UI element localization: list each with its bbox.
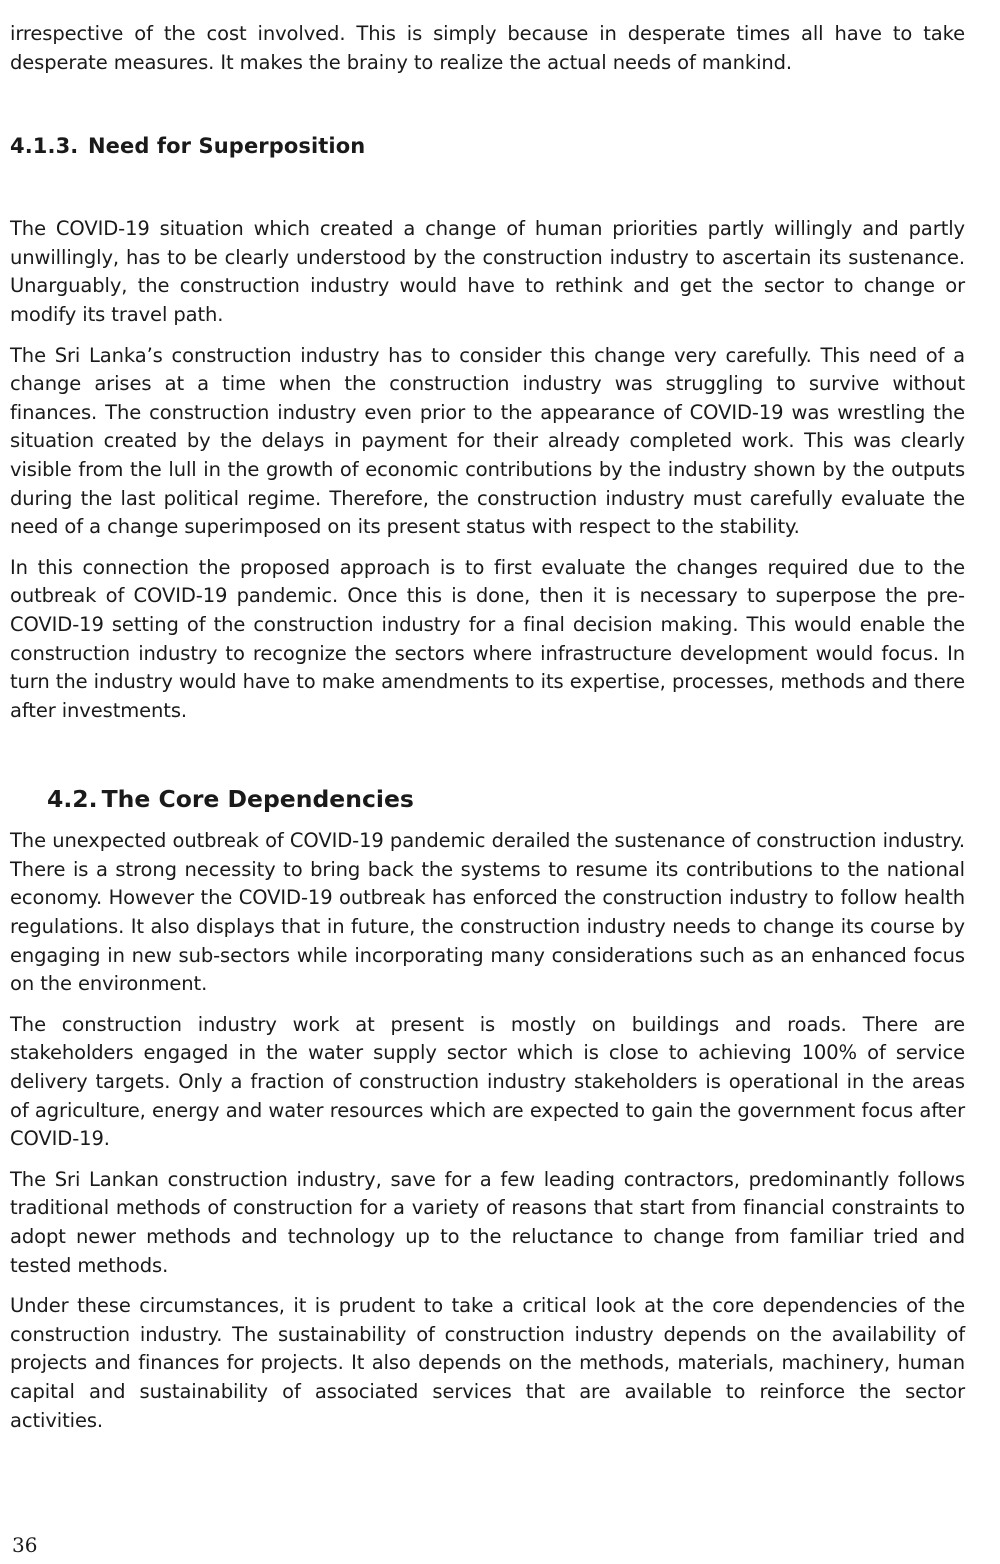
intro-paragraph: irrespective of the cost involved. This is simply because in desperate times all have to take desperate measures. It makes the brainy to realize the actual needs of mankind. <box>10 22 965 74</box>
paragraph: In this connection the proposed approach is to first evaluate the changes required due to the outbreak of COVID-19 pandemic. Once this is done, then it is necessary to superpose the pre-COVID-19 setting of the construction industry for a final decision making. This would enable the construction industry to recognize the sectors where infrastructure development would focus. In turn the industry would have to make amendments to its expertise, processes, methods and there after investments. <box>10 555 965 722</box>
section-4-2-title: The Core Dependencies <box>101 785 414 814</box>
page-number: 36 <box>12 1533 38 1557</box>
section-4-2-heading <box>10 783 965 815</box>
paragraph: The Sri Lankan construction industry, save for a few leading contractors, predominantly follows traditional methods of construction for a variety of reasons that start from financial constraints to adopt newer methods and technology up to the reluctance to change from familiar tried and tested methods. <box>10 1167 965 1277</box>
paragraph: Under these circumstances, it is prudent to take a critical look at the core dependencies of the construction industry. The sustainability of construction industry depends on the availability of projects and finances for projects. It also depends on the methods, materials, machinery, human capital and sustainability of associated services that are available to reinforce the sector activities. <box>10 1294 965 1432</box>
document-page <box>10 20 965 1435</box>
section-4-2-number: 4.2. <box>47 785 98 814</box>
paragraph: The unexpected outbreak of COVID-19 pandemic derailed the sustenance of construction industry. There is a strong necessity to bring back the systems to resume its contributions to the national economy. However the COVID-19 outbreak has enforced the construction industry to follow health regulations. It also displays that in future, the construction industry needs to change its course by engaging in new sub-sectors while incorporating many considerations such as an enhanced focus on the environment. <box>10 829 965 996</box>
section-4-1-3-number: 4.1.3. <box>10 134 79 159</box>
section-4-1-3-title: Need for Superposition <box>88 134 366 159</box>
paragraph: The COVID-19 situation which created a change of human priorities partly willingly and partly unwillingly, has to be clearly understood by the construction industry to ascertain its sustenance. Unarguably, the construction industry would have to rethink and get the sector to change or modify its travel path. <box>10 217 965 326</box>
paragraph: The construction industry work at present is mostly on buildings and roads. There are stakeholders engaged in the water supply sector which is close to achieving 100% of service delivery targets. Only a fraction of construction industry stakeholders is operational in the areas of agriculture, energy and water resources which are expected to gain the government focus after COVID-19. <box>10 1012 965 1151</box>
paragraph: The Sri Lanka’s construction industry has to consider this change very carefully. This need of a change arises at a time when the construction industry was struggling to survive without finances. The construction industry even prior to the appearance of COVID-19 was wrestling the situation created by the delays in payment for their already completed work. This was clearly visible from the lull in the growth of economic contributions by the industry shown by the outputs during the last political regime. Therefore, the construction industry must carefully evaluate the need of a change superimposed on its present status with respect to the stability. <box>10 343 965 539</box>
section-4-1-3-heading <box>10 131 965 161</box>
